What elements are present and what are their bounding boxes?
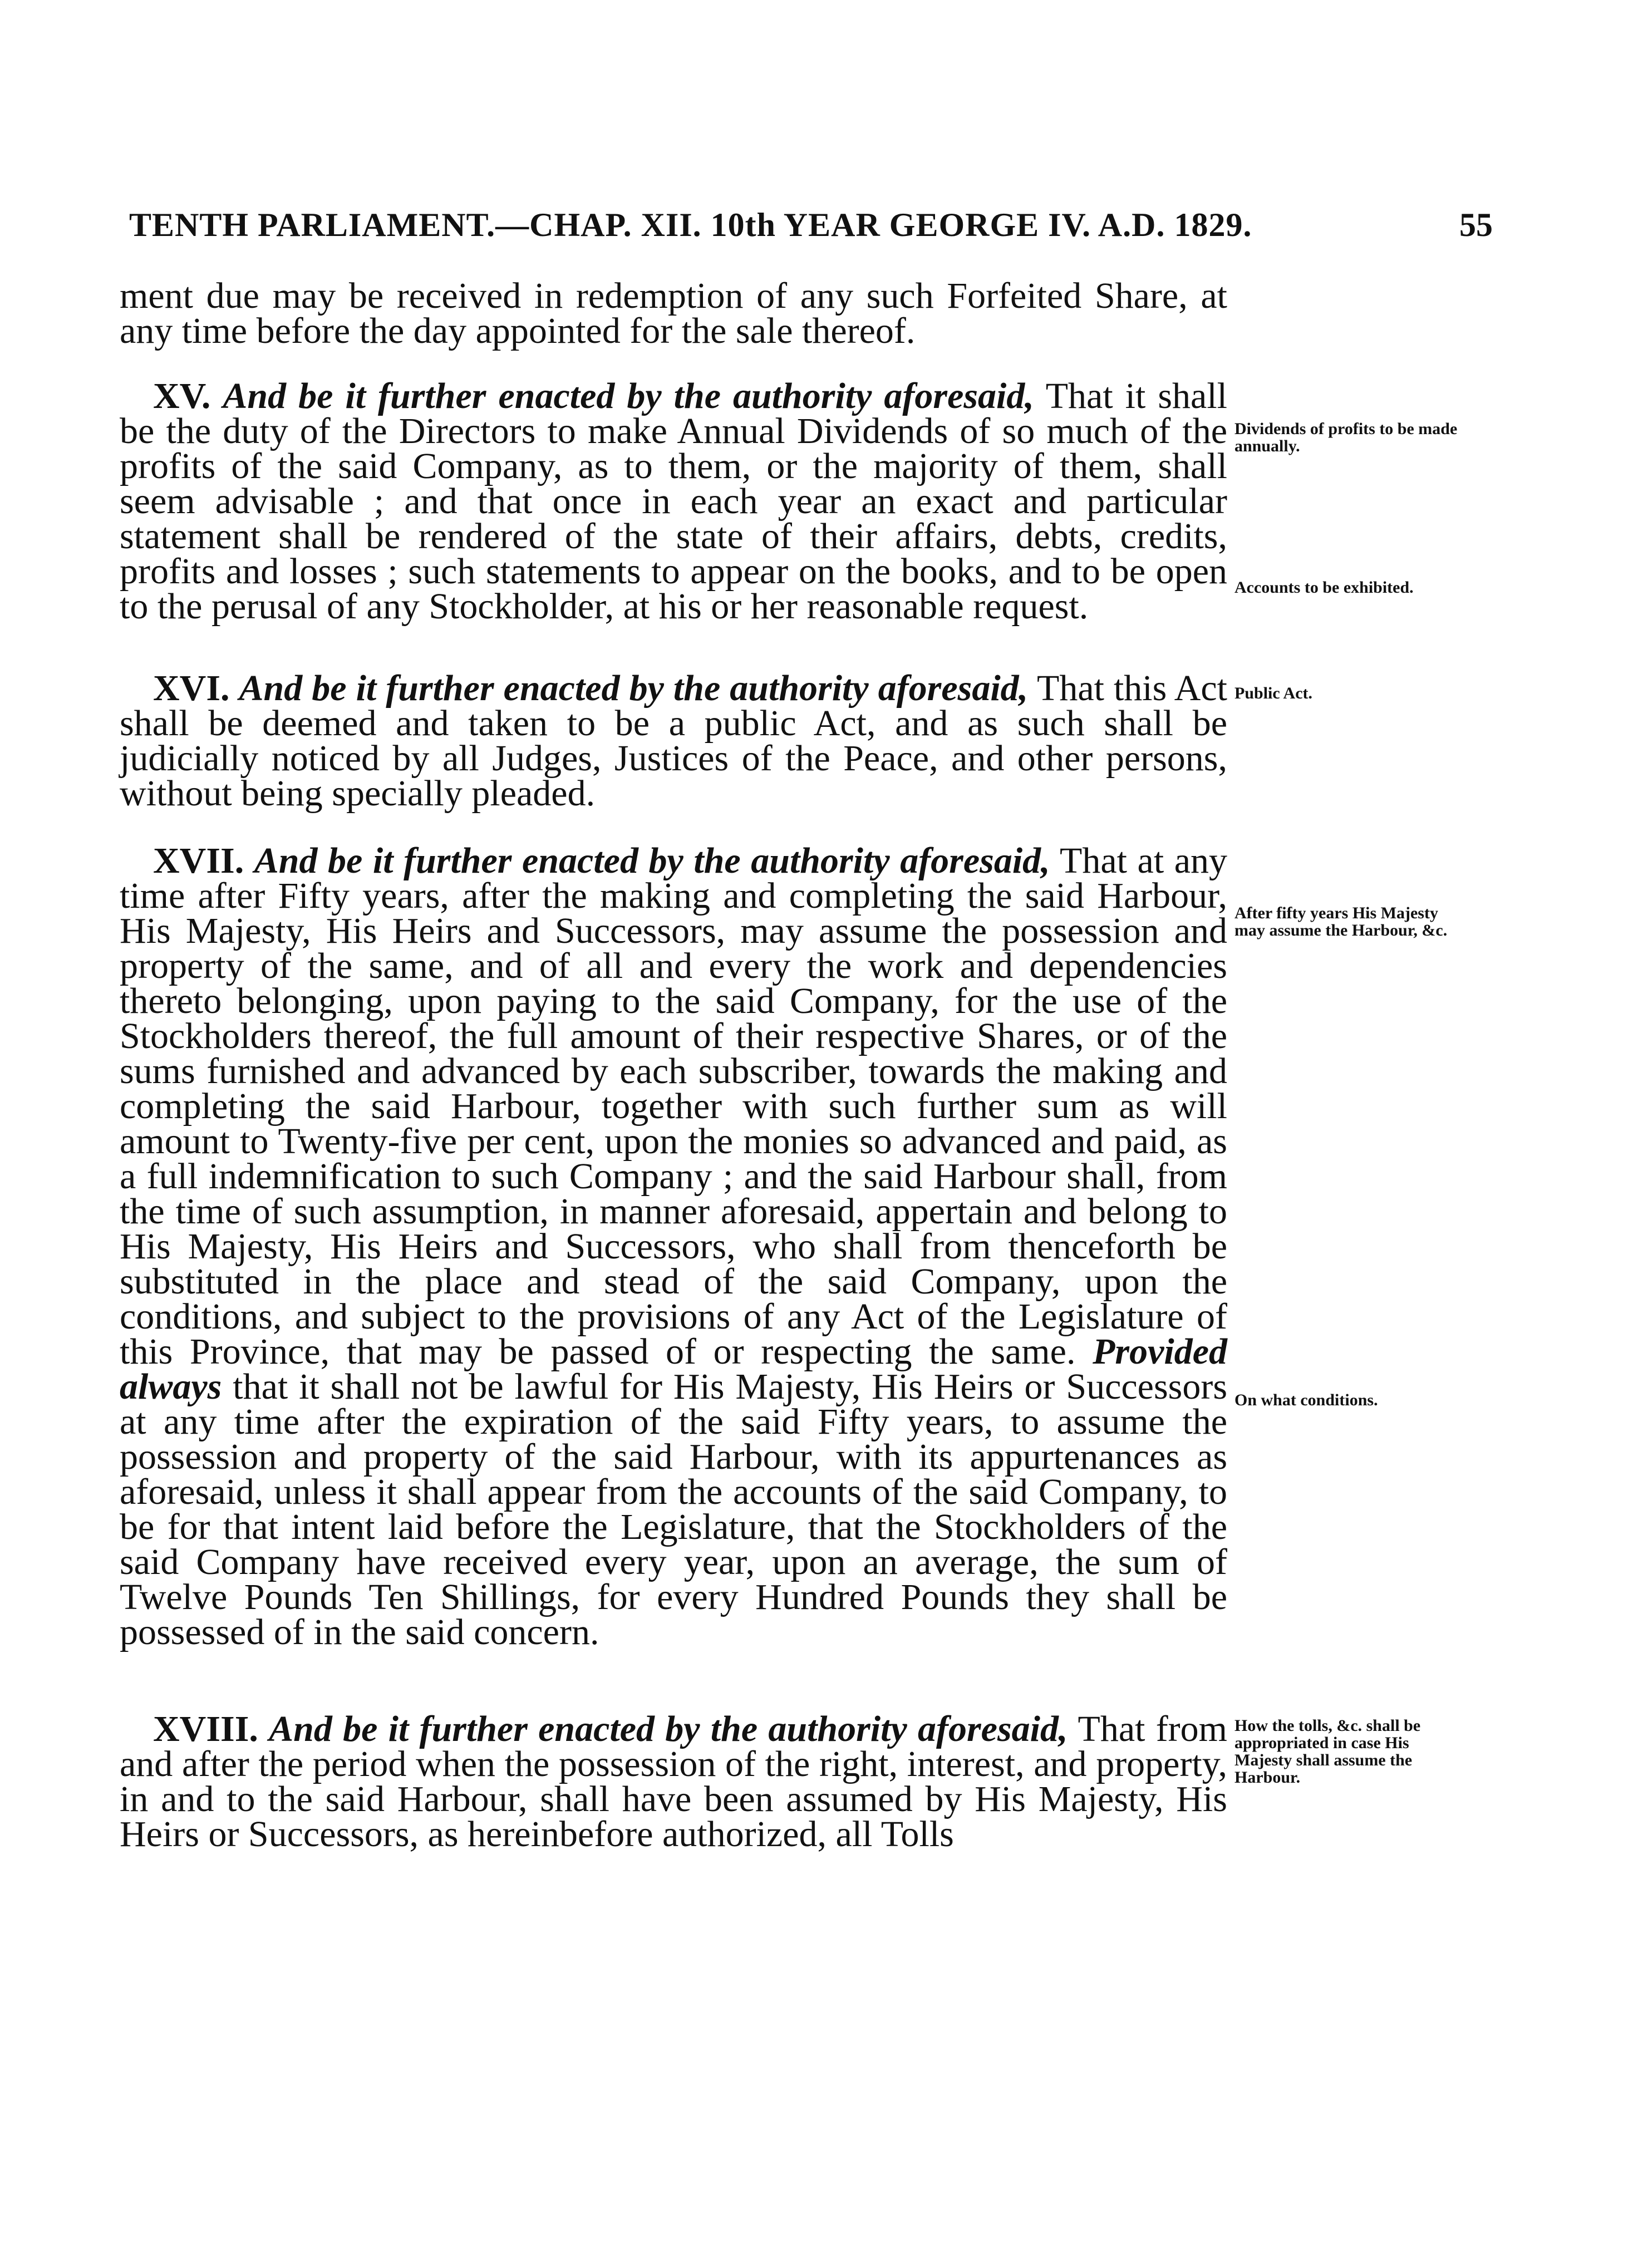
section-text: That it shall be the duty of the Directors to make Annual Dividends of so much of the profits of the said Company, as to them, or the majority of them, shall seem advisable ; and that once in each year an exact and particular statement shall be rendered of the state of their affairs, debts, credits, profits and losses ; such statements to appear on the books, and to be open to the perusal of any Stockholder, at his or her reasonable request. [120,376,1227,627]
marginal-note-public-act: Public Act. [1234,684,1312,702]
section-number: XVI. [153,668,230,709]
running-header [129,206,1493,256]
proviso-label: Provided always [120,1331,1228,1407]
marginal-note-accounts: Accounts to be exhibited. [1234,578,1414,597]
section-xvi [120,668,1227,814]
section-number: XVII. [153,840,244,881]
section-xvii [120,840,1228,1652]
marginal-note-dividends: Dividends of profits to be made annually. [1234,420,1458,455]
proviso-text: that it shall not be lawful for His Majesty, His Heirs or Successors at any time after the expiration of the said Fifty years, to assume the possession and property of the said Harbour, with its appurtenances as aforesaid, unless it shall appear from the accounts of the said Company, to be for that intent laid before the Legislature, that the Stockholders of the said Company have received every year, upon an average, the sum of Twelve Pounds Ten Shillings, for every Hundred Pounds they shall be possessed of in the said concern. [120,1366,1228,1652]
page-number: 55 [1459,206,1493,243]
section-text: That this Act shall be deemed and taken to be a public Act, and as such shall be judicially noticed by all Judges, Justices of the Peace, and other persons, without being specially pleaded. [120,668,1227,814]
marginal-note-tolls: How the tolls, &c. shall be appropriated in case His Majesty shall assume the Harbour. [1234,1716,1421,1787]
section-number: XVIII. [153,1709,258,1749]
continuation-paragraph [120,275,1227,351]
marginal-note-conditions: On what conditions. [1234,1391,1378,1409]
section-text: That at any time after Fifty years, after the making and completing the said Harbour, His Majesty, His Heirs and Successors, may assume the possession and property of the same, and of all and every the work and dependencies thereto belonging, upon paying to the said Company, for the use of the Stockholders thereof, the full amount of their respective Shares, or of the sums furnished and advanced by each subscriber, towards the making and completing the said Harbour, together with such further sum as will amount to Twenty-five per cent, upon the monies so advanced and paid, as a full indemnification to such Company ; and the said Harbour shall, from the time of such assumption, in manner aforesaid, appertain and belong to His Majesty, His Heirs and Successors, who shall from thenceforth be substituted in the place and stead of the said Company, upon the conditions, and subject to the provisions of any Act of the Legislature of this Province, that may be passed of or respecting the same. [120,840,1228,1372]
section-xviii [120,1711,1227,1852]
section-text: That from and after the period when the possession of the right, interest, and property, in and to the said Harbour, shall have been assumed by His Majesty, His Heirs or Successors, as hereinbefore authorized, all Tolls [120,1709,1228,1854]
enacting-clause: And be it further enacted by the authority aforesaid, [223,376,1034,416]
marginal-note-after-fifty-years: After fifty years His Majesty may assume the Harbour, &c. [1234,904,1448,939]
continuation-text: ment due may be received in redemption of any such Forfeited Share, at any time before the day appointed for the sale thereof. [120,275,1227,351]
enacting-clause: And be it further enacted by the authority aforesaid, [269,1709,1068,1749]
enacting-clause: And be it further enacted by the authority aforesaid, [239,668,1029,709]
running-title: TENTH PARLIAMENT.—CHAP. XII. 10th YEAR GEORGE IV. A.D. 1829. [129,206,1252,243]
section-xv [120,376,1227,627]
section-number: XV. [153,376,211,416]
enacting-clause: And be it further enacted by the authority aforesaid, [254,840,1050,881]
